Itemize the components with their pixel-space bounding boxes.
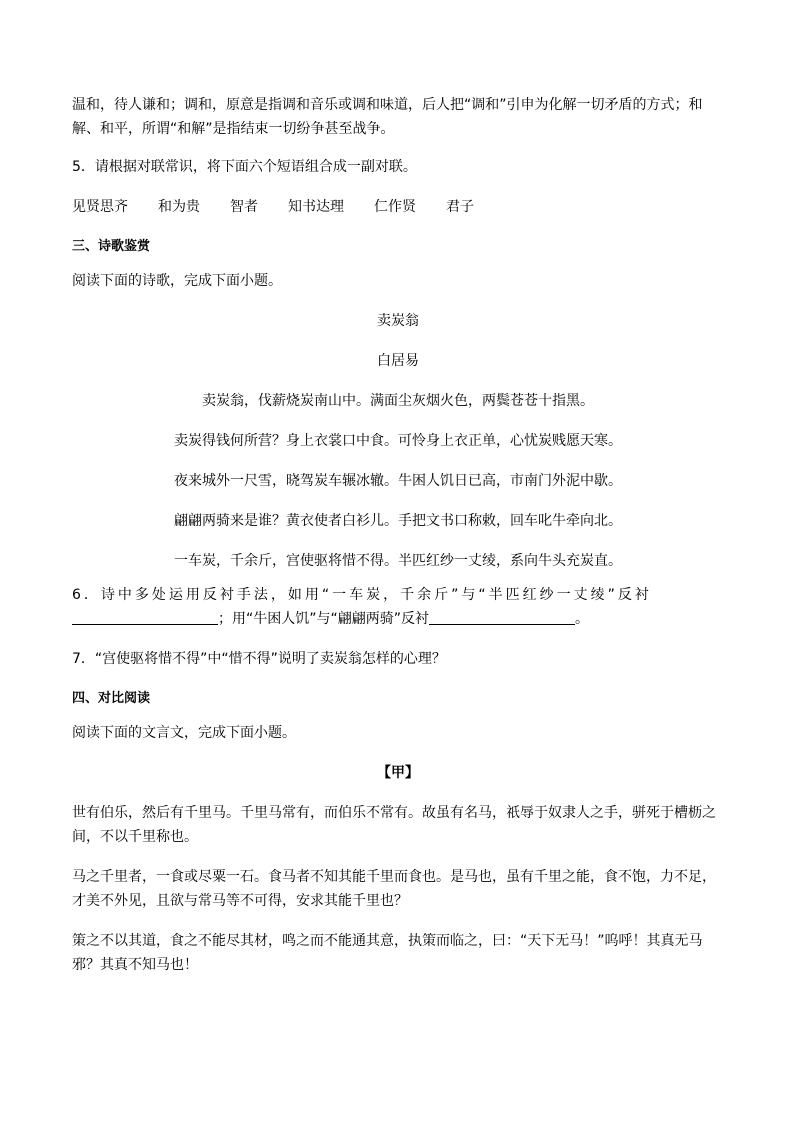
phrase-item: 智者 bbox=[230, 199, 258, 215]
poem-line: 夜来城外一尺雪，晓驾炭车辗冰辙。牛困人饥日已高，市南门外泥中歇。 bbox=[174, 473, 622, 489]
phrase-item: 君子 bbox=[446, 199, 474, 215]
poem-author: 白居易 bbox=[377, 353, 419, 369]
passage-jia-title: 【甲】 bbox=[377, 765, 419, 781]
passage-paragraph-2 bbox=[72, 865, 724, 913]
passage-paragraph-3 bbox=[72, 929, 724, 977]
phrase-list bbox=[72, 195, 724, 219]
poem-line: 一车炭，千余斤，宫使驱将惜不得。半匹红纱一丈绫，系向牛头充炭直。 bbox=[174, 553, 622, 569]
phrase-item: 仁作贤 bbox=[374, 199, 416, 215]
section-heading-poetry: 三、诗歌鉴赏 bbox=[72, 239, 151, 254]
paragraph-1-line-1: 世有伯乐，然后有千里马。千里马常有，而伯乐不常有。故虽有名马，祇辱于奴隶人之手，骈死于槽枥之 bbox=[72, 805, 716, 821]
question-6-mid: ；用“牛困人饥”与“翩翩两骑”反衬 bbox=[218, 611, 430, 627]
poetry-instruction: 阅读下面的诗歌，完成下面小题。 bbox=[72, 273, 282, 289]
phrase-item: 见贤思齐 bbox=[72, 199, 128, 215]
phrase-item: 和为贵 bbox=[158, 199, 200, 215]
paragraph-1-line-2: 间，不以千里称也。 bbox=[72, 829, 198, 845]
question-5: 5．请根据对联常识，将下面六个短语组合成一副对联。 bbox=[72, 159, 417, 175]
intro-line-1: 温和，待人谦和；调和，原意是指调和音乐或调和味道，后人把“调和”引申为化解一切矛盾的方式；和 bbox=[72, 97, 703, 113]
paragraph-2-line-2: 才美不外见，且欲与常马等不可得，安求其能千里也？ bbox=[72, 893, 408, 909]
poem-line: 卖炭翁，伐薪烧炭南山中。满面尘灰烟火色，两鬓苍苍十指黑。 bbox=[202, 393, 594, 409]
question-6 bbox=[72, 583, 724, 631]
section-heading-compare: 四、对比阅读 bbox=[72, 691, 151, 706]
intro-line-2: 解、和平，所谓“和解”是指结束一切纷争甚至战争。 bbox=[72, 121, 395, 137]
document-page bbox=[72, 93, 724, 993]
paragraph-3-line-1: 策之不以其道，食之不能尽其材，鸣之而不能通其意，执策而临之，曰：“天下无马！”呜呼！其真无马 bbox=[72, 933, 703, 949]
poem-title: 卖炭翁 bbox=[377, 313, 419, 329]
intro-paragraph bbox=[72, 93, 724, 141]
poem-line: 卖炭得钱何所营？身上衣裳口中食。可怜身上衣正单，心忧炭贱愿天寒。 bbox=[174, 433, 622, 449]
question-6-line-2 bbox=[72, 607, 724, 631]
question-6-end: 。 bbox=[575, 611, 590, 627]
question-6-line-1: 6．诗中多处运用反衬手法，如用“一车炭，千余斤”与“半匹红纱一丈绫”反衬 bbox=[72, 587, 652, 603]
compare-instruction: 阅读下面的文言文，完成下面小题。 bbox=[72, 725, 296, 741]
poem-line: 翩翩两骑来是谁？黄衣使者白衫儿。手把文书口称敕，回车叱牛牵向北。 bbox=[174, 513, 622, 529]
phrase-item: 知书达理 bbox=[288, 199, 344, 215]
paragraph-2-line-1: 马之千里者，一食或尽粟一石。食马者不知其能千里而食也。是马也，虽有千里之能，食不饱，力不足， bbox=[72, 869, 716, 885]
paragraph-3-line-2: 邪？其真不知马也！ bbox=[72, 957, 198, 973]
passage-paragraph-1 bbox=[72, 801, 724, 849]
answer-blank-1[interactable] bbox=[72, 608, 218, 625]
question-7: 7．“宫使驱将惜不得”中“惜不得”说明了卖炭翁怎样的心理？ bbox=[72, 651, 446, 667]
answer-blank-2[interactable] bbox=[429, 608, 575, 625]
